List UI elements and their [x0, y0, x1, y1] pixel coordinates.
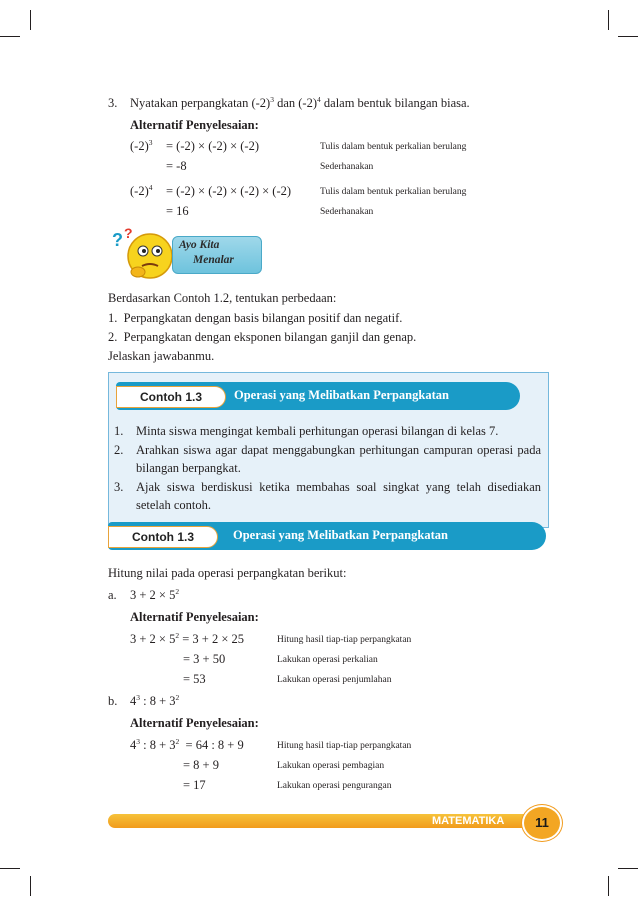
page-number: 11: [522, 805, 562, 841]
part-a-row1: $3 + 2 \times 5^2 = 3 + 2 \times 25$: [130, 631, 245, 646]
p3-row2-expr: = -8: [166, 159, 187, 173]
p3-row4-note: Sederhanakan: [320, 207, 374, 217]
svg-text:?: ?: [124, 225, 133, 241]
part-b-row2: = 8 + 9: [183, 758, 219, 772]
part-b-row3-note: Lakukan operasi pengurangan: [277, 781, 392, 791]
crop-mark: [608, 876, 609, 896]
part-b-row1-note: Hitung hasil tiap-tiap perpangkatan: [277, 741, 412, 751]
menalar-closing: Jelaskan jawabanmu.: [108, 349, 215, 363]
svg-text:?: ?: [112, 230, 123, 250]
p3-row3-lhs: $(-2)^4$: [130, 183, 153, 198]
crop-mark: [0, 868, 20, 869]
problem-3-number: 3.: [108, 96, 118, 110]
guru-item-1-text: Minta siswa mengingat kembali perhitungan operasi bilangan di kelas 7.: [136, 424, 499, 438]
part-b-row3: = 17: [183, 778, 206, 792]
part-b-row2-note: Lakukan operasi pembagian: [277, 761, 385, 771]
part-b-row1: $4^3$ : $8 + 3^2 = 64$ : 8 + 9: [130, 737, 244, 752]
footer-subject: MATEMATIKA: [432, 815, 505, 827]
part-b-label: b.: [108, 694, 118, 708]
p3-row1-lhs: $(-2)^3$: [130, 138, 153, 153]
guru-item-3-text: Ajak siswa berdiskusi ketika membahas soal singkat yang telah disediakan: [136, 480, 541, 494]
contoh-title: Operasi yang Melibatkan Perpangkatan: [234, 388, 449, 402]
contoh-tab: Contoh 1.3: [116, 386, 226, 408]
guru-item-2-num: 2.: [114, 443, 124, 457]
crop-mark: [608, 10, 609, 30]
problem-3-question: Nyatakan perpangkatan $(-2)^3$ dan $(-2)^4$ dalam bentuk bilangan biasa.: [130, 95, 470, 110]
ayo-line1: Ayo Kita: [179, 239, 220, 251]
part-a-row3-note: Lakukan operasi penjumlahan: [277, 675, 392, 685]
p3-row1-note: Tulis dalam bentuk perkalian berulang: [320, 142, 467, 152]
guru-item-1-num: 1.: [114, 424, 124, 438]
part-a-label: a.: [108, 588, 117, 602]
crop-mark: [618, 868, 638, 869]
part-a-question: $3 + 2 \times 5^2$: [130, 587, 180, 602]
guru-item-3-text-cont: setelah contoh.: [136, 498, 211, 512]
alternatif-label: Alternatif Penyelesaian:: [130, 716, 259, 730]
alternatif-label: Alternatif Penyelesaian:: [130, 610, 259, 624]
p3-row3-expr: = (-2) × (-2) × (-2) × (-2): [166, 184, 292, 198]
menalar-item-2: 2. Perpangkatan dengan eksponen bilangan ganjil dan genap.: [108, 330, 417, 344]
guru-item-3-num: 3.: [114, 480, 124, 494]
part-a-row2: = 3 + 50: [183, 652, 226, 666]
part-a-row3: = 53: [183, 672, 206, 686]
p3-row3-note: Tulis dalam bentuk perkalian berulang: [320, 187, 467, 197]
part-a-row2-note: Lakukan operasi perkalian: [277, 655, 378, 665]
contoh-tab: Contoh 1.3: [108, 526, 218, 548]
crop-mark: [30, 10, 31, 30]
crop-mark: [618, 36, 638, 37]
part-a-row1-note: Hitung hasil tiap-tiap perpangkatan: [277, 635, 412, 645]
menalar-intro: Berdasarkan Contoh 1.2, tentukan perbedaan:: [108, 291, 337, 305]
p3-row4-expr: = 16: [166, 204, 189, 218]
thinking-face-icon: [108, 224, 180, 282]
p3-row1-expr: = (-2) × (-2) × (-2): [166, 139, 259, 153]
ayo-line2: Menalar: [193, 254, 234, 266]
menalar-item-1: 1. Perpangkatan dengan basis bilangan positif dan negatif.: [108, 311, 403, 325]
guru-item-2-text-cont: bilangan berpangkat.: [136, 461, 241, 475]
ayo-kita-menalar-badge: [172, 236, 262, 274]
p3-row2-note: Sederhanakan: [320, 162, 374, 172]
crop-mark: [30, 876, 31, 896]
crop-mark: [0, 36, 20, 37]
guru-item-2-text: Arahkan siswa agar dapat menggabungkan perhitungan campuran operasi pada: [136, 443, 541, 457]
contoh-intro: Hitung nilai pada operasi perpangkatan berikut:: [108, 566, 347, 580]
alternatif-label: Alternatif Penyelesaian:: [130, 118, 259, 132]
part-b-question: $4^3$ : $8 + 3^2$: [130, 693, 180, 708]
contoh-title: Operasi yang Melibatkan Perpangkatan: [233, 528, 448, 542]
